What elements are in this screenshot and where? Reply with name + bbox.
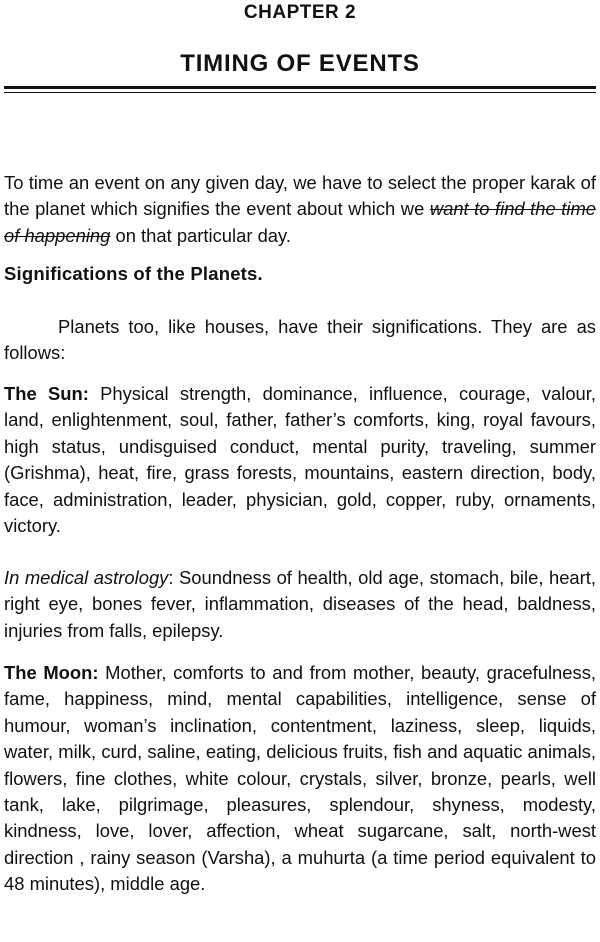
intro-text-after: on that particular day. — [110, 224, 291, 246]
moon-text: Mother, comforts to and from mother, beauty, gracefulness, fame, happiness, mind, mental capabilities, intelligence, sense of humour, woman’s inclination, contentment, laziness, sleep, liquids, water, milk, curd, saline, eating, delicious fruits, fish and aquatic animals, flowers, fine clothes, white colour, crystals, silver, bronze, pearls, well tank, lake, pilgrimage, pleasures, splendour, shyness, modesty, kindness, love, lover, affection, wheat sugarcane, salt, north-west direction , rainy season (Varsha), a muhurta (a time period equivalent to 48 minutes), middle age. — [4, 662, 597, 895]
chapter-title: TIMING OF EVENTS — [180, 50, 420, 77]
sun-text: Physical strength, dominance, influence, courage, valour, land, enlightenment, soul, father, father’s comforts, king, royal favours, high status, undisguised conduct, mental purity, traveling, summer (Grishma), heat, fire, grass forests, mountains, eastern direction, body, face, administration, leader, physician, gold, copper, ruby, ornaments, victory. — [4, 383, 596, 537]
moon-lead: The Moon: — [4, 662, 99, 683]
medical-paragraph — [4, 565, 596, 644]
intro-paragraph — [4, 170, 596, 249]
planets-intro-paragraph: Planets too, like houses, have their significations. They are as follows: — [4, 316, 596, 364]
chapter-label: CHAPTER 2 — [243, 2, 357, 23]
title-rule-thin — [4, 92, 596, 93]
sun-paragraph — [4, 381, 596, 539]
medical-text: : Soundness of health, old age, stomach, bile, heart, right eye, bones fever, inflammation, diseases of the head, baldness, injuries from falls, epilepsy. — [4, 567, 596, 641]
sun-lead: The Sun: — [4, 383, 89, 404]
moon-paragraph — [4, 660, 596, 898]
title-rule-thick — [4, 86, 596, 89]
medical-lead: In medical astrology — [4, 567, 169, 588]
section-heading: Significations of the Planets. — [4, 263, 263, 284]
intro-struck-text: want to find the time of happening — [4, 198, 596, 246]
intro-text-before: To time an event on any given day, we have to select the proper karak of the planet which signifies the event about which we — [4, 172, 596, 220]
